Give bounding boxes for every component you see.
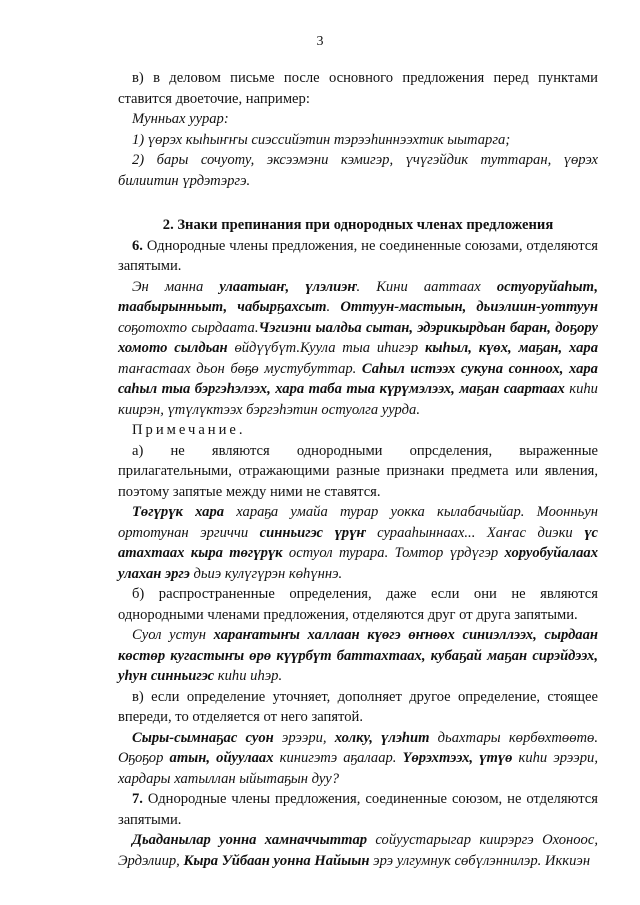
example-text: эрэ улгумнук сөбүлэннилэр. Иккиэн	[369, 852, 591, 869]
rule-text: Однородные члены предложения, не соединенные союзами, отделяются запятыми.	[118, 237, 598, 274]
example-text: Эн манна	[132, 278, 220, 295]
example-text: таҥастаах дьон бөҕө мустубуттар.	[118, 360, 362, 377]
example-heading: Мунньах уурар:	[132, 111, 229, 127]
rule-number: 7.	[132, 791, 143, 807]
example-text: хараҕа умайа турар уокка кылабачыйар. Моонньун ортотунан эргиччи	[118, 504, 598, 541]
example-highlight: кыһыл, күөх, маҕан, хара	[424, 340, 598, 356]
example-text: дьиэ кулүгүрэн көһүннэ.	[189, 565, 343, 582]
example-rule-6	[118, 277, 598, 421]
example-text: киһи эрээри, хардары хатыллан ыйытаҕын дуу?	[118, 750, 598, 787]
example-text: өйдүүбүт.Куула тыа иһигэр	[227, 340, 425, 356]
example-item-2: 2) бары сочуоту, эксээмэни кэмигэр, үчүгэйдик туттаран, үөрэх билиитин үрдэтэргэ.	[118, 152, 598, 189]
example-highlight: хараҥатыҥы халлаан күөгэ өҥнөөх синиэллээх, сырдаан көстөр кугастыҥы өрө күүрбүт баттахтаах, кубаҕай маҕан сирэйдээх, уһун синньигэс	[118, 627, 598, 684]
example-note-a	[118, 502, 598, 584]
example-text: эрээри,	[273, 729, 335, 746]
example-text: дьахтары көрбөхтөөтө. Оҕоҕор	[118, 729, 598, 766]
page-number: 3	[316, 34, 324, 49]
note-label: Примечание.	[132, 422, 246, 438]
document-body	[118, 68, 598, 871]
example-highlight: Саһыл истээх сукуна сонноох, хара саһыл тыа бэргэһэлээх, хара таба тыа күрүмэлээх, маҕан саартаах	[118, 360, 598, 397]
example-rule-7	[118, 830, 598, 871]
example-text: остуол турара. Томтор үрдүгэр	[282, 545, 505, 561]
example-highlight: холку, үлэһит	[334, 729, 430, 746]
example-highlight: атын, ойуулаах	[169, 750, 274, 766]
note-a: а) не являются однородными опрсделения, выраженные прилагательными, отражающими разные признаки предмета или явления, поэтому запятые между ними не ставятся.	[118, 442, 598, 500]
example-text: Суол устун	[132, 627, 214, 643]
example-text: киһи иһэр.	[214, 668, 283, 684]
example-text: сурааһыннаах... Хаҥас диэки	[365, 524, 585, 541]
note-b: б) распространенные определения, даже если они не являются однородными членами предложения, отделяются друг от друга запятыми.	[118, 586, 598, 623]
rule-7	[118, 789, 598, 830]
paragraph-v-colon-rule: в) в деловом письме после основного предложения перед пунктами ставится двоеточие, например:	[118, 70, 598, 107]
example-note-v	[118, 728, 598, 790]
example-item-1: 1) үөрэх кыһыҥҥы сиэссийэтин тэрээһиннээхтик ыытарга;	[132, 131, 511, 148]
example-highlight: хоруобуйалаах улахан эргэ	[118, 545, 598, 582]
note-v: в) если определение уточняет, дополняет другое определение, стоящее впереди, то отделяется от него запятой.	[118, 688, 598, 725]
example-highlight: Оттуун-мастыын, дьиэлиин-уоттуун	[340, 299, 598, 315]
example-note-b	[118, 625, 598, 687]
example-highlight: үс атахтаах кыра төгүрүк	[118, 524, 599, 561]
rule-6	[118, 236, 598, 277]
example-text: сойуустарыгар киирэргэ Охоноос, Эрдэлиир,	[118, 832, 598, 869]
example-highlight: Дьаданылар уонна хамначчыттар	[132, 832, 368, 848]
example-highlight: остуоруйаһыт, таабырынньыт, чабырҕахсыт	[118, 278, 598, 315]
example-highlight: Үөрэхтээх, үтүө	[402, 750, 513, 766]
example-text: кинигэтэ аҕалаар.	[273, 750, 403, 766]
example-text: киһи киирэн, үтүлүктээх бэргэһэтин остуолга уурда.	[118, 381, 598, 418]
example-highlight: Чэгиэни ыалдьа сытан, эдэрикырдьан баран, доҕору хомото сылдьан	[118, 319, 598, 356]
example-highlight: улаатыаҥ, үлэлиэҥ	[219, 278, 357, 295]
rule-number: 6.	[132, 237, 143, 254]
example-text: соҕотохто сырдаата.	[118, 319, 259, 336]
example-highlight: синньигэс үрүҥ	[259, 524, 366, 541]
example-text: .	[326, 299, 341, 315]
example-highlight: Төгүрүк хара	[132, 504, 225, 520]
section-heading: 2. Знаки препинания при однородных членах предложения	[162, 217, 554, 233]
example-highlight: Кыра Уйбаан уонна Найыын	[183, 852, 370, 869]
example-text: . Кини ааттаах	[356, 278, 497, 295]
example-highlight: Сыры-сымнаҕас суон	[132, 729, 274, 746]
rule-text: Однородные члены предложения, соединенные союзом, не отделяются запятыми.	[118, 791, 598, 828]
